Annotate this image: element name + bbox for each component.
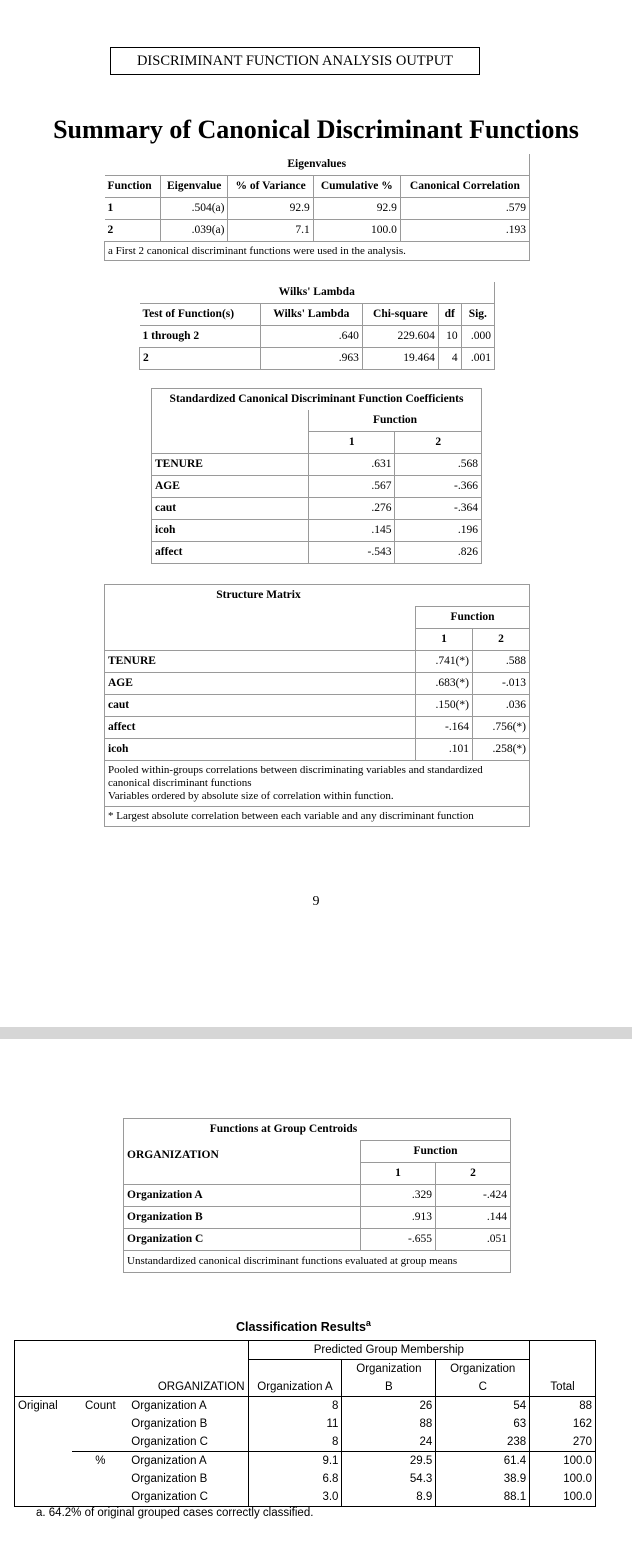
col-header: Chi-square xyxy=(362,304,438,326)
centroids-title: Functions at Group Centroids xyxy=(124,1119,511,1141)
cell: 8.9 xyxy=(342,1488,436,1507)
cell: 9.1 xyxy=(248,1452,342,1471)
cell: 88 xyxy=(530,1397,596,1416)
row-label: caut xyxy=(152,498,309,520)
eigenvalues-table xyxy=(104,154,530,261)
col-header: Sig. xyxy=(461,304,494,326)
cell: 88 xyxy=(342,1415,436,1433)
col-header: C xyxy=(436,1378,530,1397)
cell: 63 xyxy=(436,1415,530,1433)
cell: 229.604 xyxy=(362,326,438,348)
cell: .826 xyxy=(395,542,482,564)
cell: 88.1 xyxy=(436,1488,530,1507)
row-label: icoh xyxy=(105,739,416,761)
cell: .276 xyxy=(309,498,395,520)
cell: .101 xyxy=(416,739,473,761)
row-label: caut xyxy=(105,695,416,717)
cell: 3.0 xyxy=(248,1488,342,1507)
section-heading: Summary of Canonical Discriminant Functions xyxy=(53,115,579,144)
cell: 162 xyxy=(530,1415,596,1433)
cell: .329 xyxy=(361,1185,436,1207)
classification-title-text: Classification Results xyxy=(236,1320,366,1335)
cell: .051 xyxy=(436,1229,511,1251)
row-subgroup-label: Count xyxy=(85,1399,116,1412)
classification-title xyxy=(236,1318,371,1334)
row-group-label: Original xyxy=(15,1397,73,1416)
table-row xyxy=(15,1415,596,1433)
cell: .963 xyxy=(260,348,362,370)
row-label: Organization B xyxy=(131,1417,208,1430)
col-header: 2 xyxy=(436,1163,511,1185)
wilks-title: Wilks' Lambda xyxy=(140,282,495,304)
cell: 270 xyxy=(530,1433,596,1452)
row-label: affect xyxy=(105,717,416,739)
cell: 100.0 xyxy=(313,220,400,242)
cell: 8 xyxy=(248,1433,342,1452)
cell: 61.4 xyxy=(436,1452,530,1471)
col-header: B xyxy=(342,1378,436,1397)
table-row xyxy=(15,1433,596,1452)
cell: .193 xyxy=(400,220,529,242)
cell: .036 xyxy=(473,695,530,717)
cell: 54 xyxy=(436,1397,530,1416)
cell: 100.0 xyxy=(530,1470,596,1488)
classification-footnote: a. 64.2% of original grouped cases correctly classified. xyxy=(36,1507,314,1519)
cell: 100.0 xyxy=(530,1488,596,1507)
cell: .631 xyxy=(309,454,395,476)
table-row xyxy=(152,542,482,564)
cell: .000 xyxy=(461,326,494,348)
cell: 38.9 xyxy=(436,1470,530,1488)
eigenvalues-title: Eigenvalues xyxy=(105,154,530,176)
row-label: 1 xyxy=(105,198,161,220)
cell: 238 xyxy=(436,1433,530,1452)
table-row xyxy=(105,651,530,673)
table-row xyxy=(105,739,530,761)
cell: 92.9 xyxy=(313,198,400,220)
cell: .144 xyxy=(436,1207,511,1229)
cell: 4 xyxy=(438,348,461,370)
cell: .001 xyxy=(461,348,494,370)
page-number: 9 xyxy=(312,894,320,909)
row-label: Organization C xyxy=(124,1229,361,1251)
cell: .683(*) xyxy=(416,673,473,695)
classification-title-sup: a xyxy=(365,1318,371,1328)
row-subgroup-label: % xyxy=(72,1452,128,1471)
page-divider xyxy=(0,1027,632,1039)
cell: -.655 xyxy=(361,1229,436,1251)
table-row xyxy=(15,1488,596,1507)
cell: 8 xyxy=(248,1397,342,1416)
group-centroids-table xyxy=(123,1118,511,1273)
footnote: * Largest absolute correlation between each variable and any discriminant function xyxy=(105,807,530,827)
row-header: ORGANIZATION xyxy=(124,1141,361,1185)
col-header: 2 xyxy=(395,432,482,454)
col-header: df xyxy=(438,304,461,326)
row-label: icoh xyxy=(152,520,309,542)
cell: -.366 xyxy=(395,476,482,498)
row-label: affect xyxy=(152,542,309,564)
footnote: Unstandardized canonical discriminant functions evaluated at group means xyxy=(124,1251,511,1273)
table-row xyxy=(105,717,530,739)
cell: 100.0 xyxy=(530,1452,596,1471)
cell: -.543 xyxy=(309,542,395,564)
cell: 54.3 xyxy=(342,1470,436,1488)
col-header: Organization xyxy=(436,1360,530,1379)
table-row xyxy=(124,1229,511,1251)
col-header: 1 xyxy=(416,629,473,651)
cell: .913 xyxy=(361,1207,436,1229)
cell: 19.464 xyxy=(362,348,438,370)
footnote: Pooled within-groups correlations between discriminating variables and standardized canonical discriminant functions xyxy=(108,764,483,789)
col-header: Test of Function(s) xyxy=(140,304,261,326)
cell: .150(*) xyxy=(416,695,473,717)
cell: 29.5 xyxy=(342,1452,436,1471)
col-header: % of Variance xyxy=(228,176,313,198)
cell: 6.8 xyxy=(248,1470,342,1488)
row-label: 2 xyxy=(105,220,161,242)
wilks-lambda-table xyxy=(139,282,495,370)
row-label: Organization C xyxy=(128,1488,248,1507)
table-row xyxy=(152,454,482,476)
cell: .568 xyxy=(395,454,482,476)
row-label: Organization C xyxy=(131,1435,208,1448)
cell: .039(a) xyxy=(160,220,228,242)
col-header: Organization xyxy=(342,1360,436,1379)
table-row xyxy=(105,198,530,220)
cell: 10 xyxy=(438,326,461,348)
col-header: 1 xyxy=(361,1163,436,1185)
std-title: Standardized Canonical Discriminant Function Coefficients xyxy=(152,389,482,411)
row-label: Organization A xyxy=(131,1399,207,1412)
cell: .196 xyxy=(395,520,482,542)
cell: 92.9 xyxy=(228,198,313,220)
col-header: Total xyxy=(530,1378,596,1397)
function-label: Function xyxy=(309,410,482,432)
table-row xyxy=(15,1470,596,1488)
row-label: AGE xyxy=(152,476,309,498)
col-header: Cumulative % xyxy=(313,176,400,198)
cell: .579 xyxy=(400,198,529,220)
cell: 26 xyxy=(342,1397,436,1416)
cell: .640 xyxy=(260,326,362,348)
cell: .145 xyxy=(309,520,395,542)
cell: .258(*) xyxy=(473,739,530,761)
col-header: Canonical Correlation xyxy=(400,176,529,198)
classification-results-table xyxy=(14,1340,596,1507)
cell: 7.1 xyxy=(228,220,313,242)
row-label: Organization A xyxy=(124,1185,361,1207)
row-label: Organization B xyxy=(124,1207,361,1229)
row-header: ORGANIZATION xyxy=(15,1378,249,1397)
table-row xyxy=(124,1207,511,1229)
col-header: 1 xyxy=(309,432,395,454)
cell: 11 xyxy=(248,1415,342,1433)
row-label: TENURE xyxy=(105,651,416,673)
cell: .567 xyxy=(309,476,395,498)
cell: .588 xyxy=(473,651,530,673)
cell: .756(*) xyxy=(473,717,530,739)
function-label: Function xyxy=(361,1141,511,1163)
table-row xyxy=(15,1452,596,1471)
table-row xyxy=(140,326,495,348)
table-row xyxy=(152,476,482,498)
table-row xyxy=(105,695,530,717)
structure-matrix-table xyxy=(104,584,530,827)
structure-title: Structure Matrix xyxy=(105,585,530,607)
col-header: Eigenvalue xyxy=(160,176,228,198)
footnote: a First 2 canonical discriminant functions were used in the analysis. xyxy=(105,242,530,261)
row-label: AGE xyxy=(105,673,416,695)
table-row xyxy=(15,1397,596,1416)
table-row xyxy=(105,220,530,242)
row-label: Organization A xyxy=(128,1452,248,1471)
col-header: Function xyxy=(105,176,161,198)
predicted-header: Predicted Group Membership xyxy=(248,1341,530,1360)
row-label: 1 through 2 xyxy=(140,326,261,348)
document-title-box: DISCRIMINANT FUNCTION ANALYSIS OUTPUT xyxy=(110,47,480,75)
cell: -.364 xyxy=(395,498,482,520)
cell: 24 xyxy=(342,1433,436,1452)
cell: -.013 xyxy=(473,673,530,695)
table-row xyxy=(152,498,482,520)
table-row xyxy=(152,520,482,542)
row-label: 2 xyxy=(140,348,261,370)
standardized-coefficients-table xyxy=(151,388,482,564)
col-header: Wilks' Lambda xyxy=(260,304,362,326)
col-header: 2 xyxy=(473,629,530,651)
cell: -.164 xyxy=(416,717,473,739)
table-row xyxy=(105,673,530,695)
cell: -.424 xyxy=(436,1185,511,1207)
row-label: Organization B xyxy=(131,1472,208,1485)
function-label: Function xyxy=(416,607,530,629)
row-label: TENURE xyxy=(152,454,309,476)
table-row xyxy=(124,1185,511,1207)
cell: .741(*) xyxy=(416,651,473,673)
table-row xyxy=(140,348,495,370)
cell: .504(a) xyxy=(160,198,228,220)
footnote: Variables ordered by absolute size of correlation within function. xyxy=(108,790,394,802)
col-header: Organization A xyxy=(248,1378,342,1397)
